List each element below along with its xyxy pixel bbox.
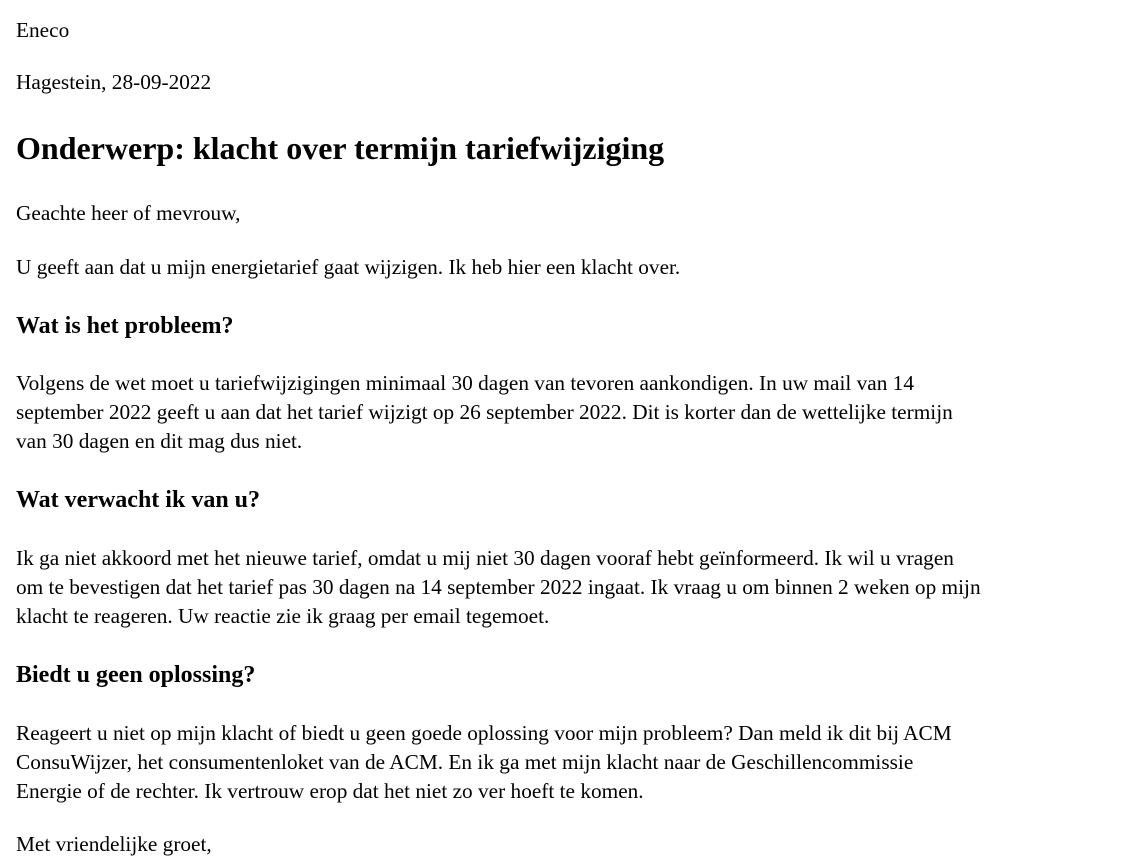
body-line: klacht te reageren. Uw reactie zie ik graag per email tegemoet. — [16, 604, 550, 628]
section-heading-expectation: Wat verwacht ik van u? — [16, 487, 261, 513]
place-date: Hagestein, 28-09-2022 — [16, 70, 212, 94]
body-line: Energie of de rechter. Ik vertrouw erop dat het niet zo ver hoeft te komen. — [16, 779, 644, 803]
salutation: Geachte heer of mevrouw, — [16, 201, 241, 225]
body-line: van 30 dagen en dit mag dus niet. — [16, 429, 303, 453]
body-line: Reageert u niet op mijn klacht of biedt u geen goede oplossing voor mijn probleem? Dan meld ik dit bij ACM — [16, 721, 952, 745]
section-heading-no-solution: Biedt u geen oplossing? — [16, 662, 256, 688]
section-heading-problem: Wat is het probleem? — [16, 313, 234, 339]
section-body-expectation — [16, 544, 1111, 631]
section-body-problem — [16, 369, 1111, 456]
body-line: ConsuWijzer, het consumentenloket van de ACM. En ik ga met mijn klacht naar de Geschillencommissie — [16, 750, 914, 774]
recipient: Eneco — [16, 18, 70, 42]
body-line: Ik ga niet akkoord met het nieuwe tarief, omdat u mij niet 30 dagen vooraf hebt geïnformeerd. Ik wil u vragen — [16, 546, 954, 570]
intro-paragraph: U geeft aan dat u mijn energietarief gaat wijzigen. Ik heb hier een klacht over. — [16, 255, 681, 279]
section-body-no-solution — [16, 719, 1111, 806]
subject-heading: Onderwerp: klacht over termijn tariefwijziging — [16, 130, 665, 166]
closing: Met vriendelijke groet, — [16, 832, 212, 856]
body-line: Volgens de wet moet u tariefwijzigingen minimaal 30 dagen van tevoren aankondigen. In uw mail van 14 — [16, 371, 914, 395]
body-line: september 2022 geeft u aan dat het tarief wijzigt op 26 september 2022. Dit is korter dan de wettelijke termijn — [16, 400, 953, 424]
body-line: om te bevestigen dat het tarief pas 30 dagen na 14 september 2022 ingaat. Ik vraag u om binnen 2 weken op mijn — [16, 575, 981, 599]
